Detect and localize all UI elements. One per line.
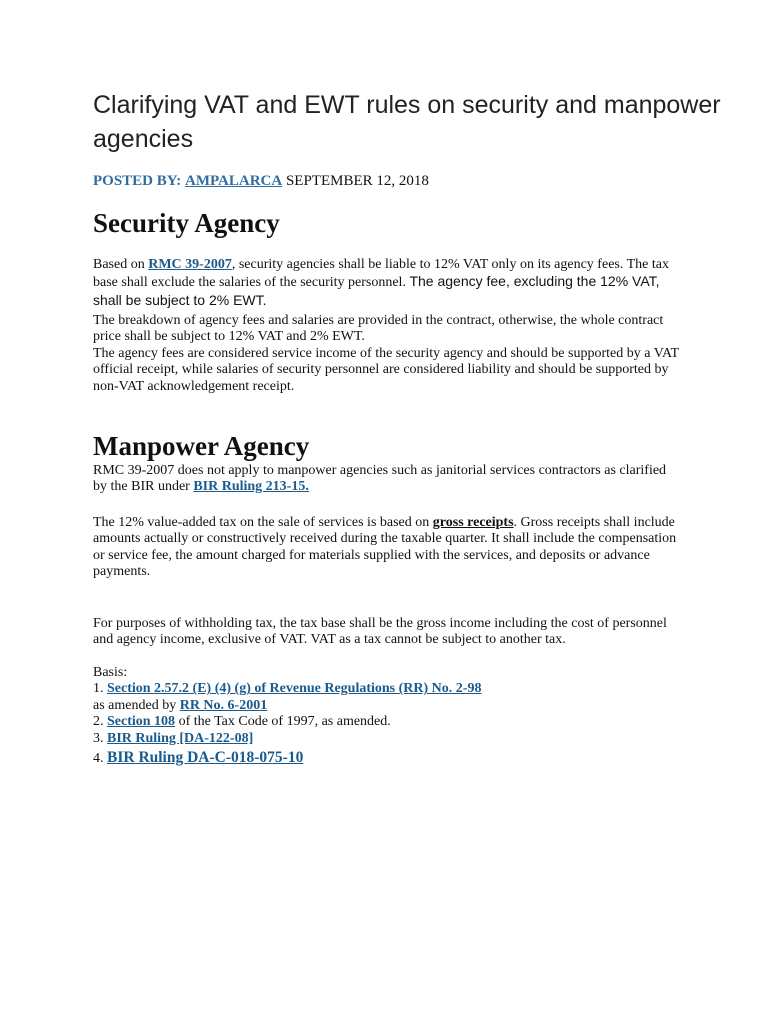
bir-ruling-213-15-link[interactable]: BIR Ruling 213-15. (193, 479, 309, 495)
manpower-p1-text: RMC 39-2007 does not apply to manpower agencies such as janitorial services contractors as clarified by the BIR under (93, 463, 667, 495)
manpower-p2-text-after: . Gross receipts shall include amounts actually or constructively received during the taxable quarter. It shall include the compensation or service fee, the amount charged for materials supplied with the services, and deposits or advance payments. (93, 515, 677, 580)
basis-item-1 (93, 681, 683, 697)
manpower-paragraph-3: For purposes of withholding tax, the tax base shall be the gross income including the cost of personnel and agency income, exclusive of VAT. VAT as a tax cannot be subject to another tax. (93, 616, 667, 648)
basis-list (93, 665, 683, 747)
article-title: Clarifying VAT and EWT rules on security and manpower agencies (93, 91, 721, 153)
security-agency-heading: Security Agency (93, 208, 280, 238)
byline (93, 172, 429, 190)
gross-receipts-term: gross receipts (432, 515, 514, 530)
manpower-agency-heading: Manpower Agency (93, 431, 310, 461)
post-date: SEPTEMBER 12, 2018 (285, 173, 429, 189)
basis-item-number: 4. (93, 751, 107, 766)
bir-ruling-da-122-08-link[interactable]: BIR Ruling [DA-122-08] (107, 730, 254, 746)
manpower-paragraph-1 (93, 463, 683, 496)
security-paragraph-2: The breakdown of agency fees and salaries are provided in the contract, otherwise, the whole contract price shall be subject to 12% VAT and 2% EWT. (93, 313, 664, 345)
bir-ruling-da-c-018-075-10-link[interactable]: BIR Ruling DA-C-018-075-10 (107, 749, 304, 766)
security-p1-ewt-note: The agency fee, excluding the 12% VAT, shall be subject to 2% EWT. (93, 273, 660, 308)
basis-item-number: 3. (93, 730, 107, 746)
manpower-p2-text-before: The 12% value-added tax on the sale of services is based on (93, 515, 433, 530)
author-link[interactable]: AMPALARCA (184, 173, 283, 189)
manpower-paragraph-2 (93, 515, 683, 581)
section-2-57-2-link[interactable]: Section 2.57.2 (E) (4) (g) of Revenue Regulations (RR) No. 2-98 (107, 681, 482, 697)
security-paragraph-3: The agency fees are considered service income of the security agency and should be supported by a VAT official receipt, while salaries of security personnel are considered liability and should be supported by non-VAT acknowledgement receipt. (93, 346, 679, 394)
tax-code-text: of the Tax Code of 1997, as amended. (175, 714, 391, 730)
basis-item-4 (93, 750, 683, 767)
basis-item-number: 1. (93, 681, 107, 697)
rmc-39-2007-link[interactable]: RMC 39-2007 (148, 257, 232, 272)
basis-item-number: 2. (93, 714, 107, 730)
basis-item-2 (93, 714, 683, 730)
basis-item-1-amendment (93, 698, 683, 714)
section-108-link[interactable]: Section 108 (107, 714, 176, 730)
rr-6-2001-link[interactable]: RR No. 6-2001 (179, 697, 268, 713)
amended-by-text: as amended by (93, 697, 180, 713)
security-p1-text-before: Based on (93, 257, 149, 272)
basis-item-3 (93, 731, 683, 747)
byline-label: POSTED BY: (93, 173, 182, 189)
basis-label: Basis: (93, 665, 128, 680)
security-p1-text-after: , security agencies shall be liable to 12% VAT only on its agency fees. The tax base shall exclude the salaries of the security personnel. (93, 257, 669, 291)
security-paragraph-1 (93, 257, 683, 310)
